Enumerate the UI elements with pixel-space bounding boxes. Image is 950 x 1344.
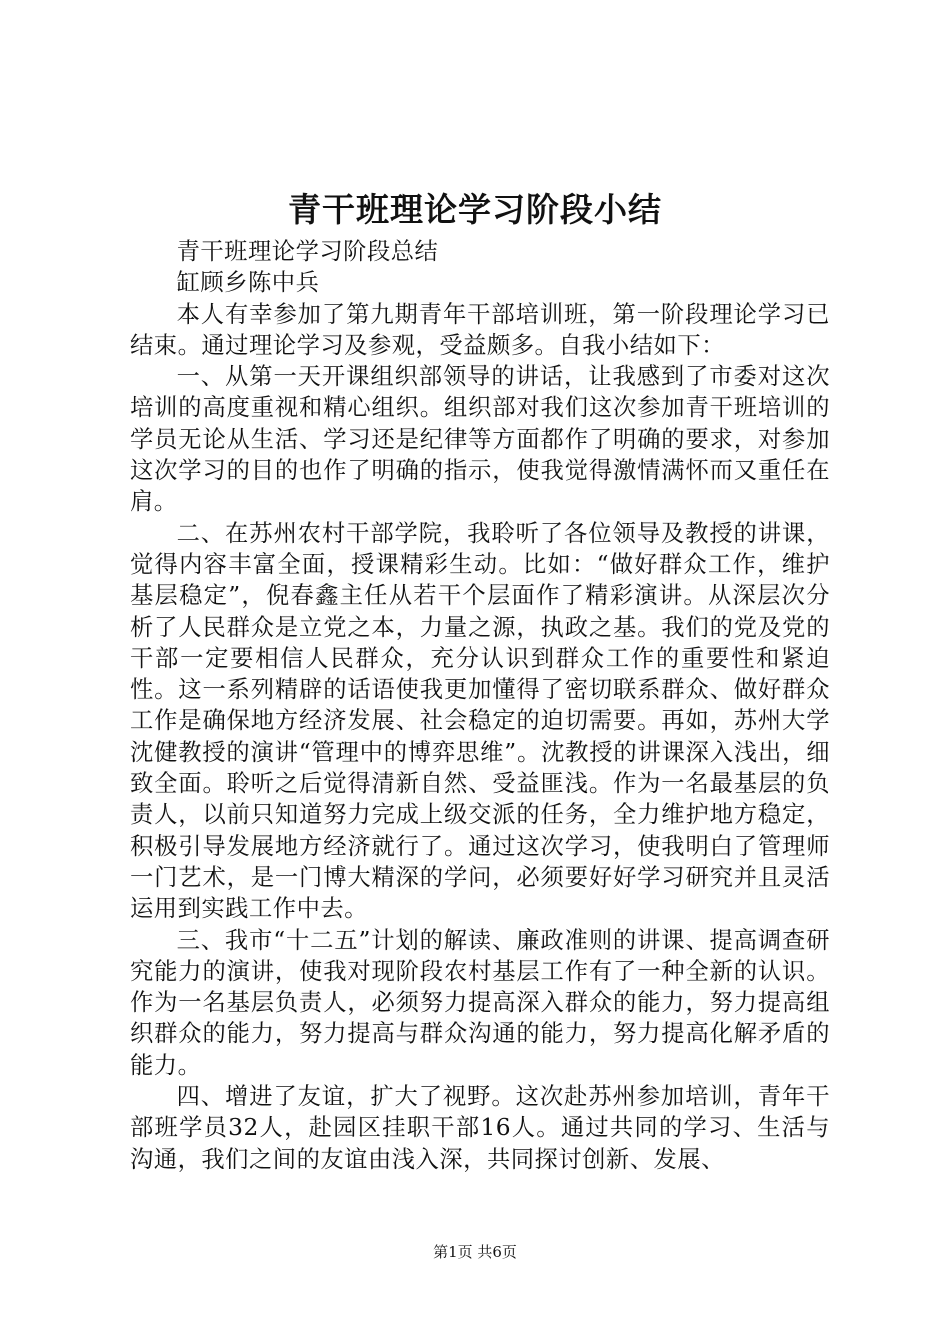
document-title: 青干班理论学习阶段小结 xyxy=(288,190,662,229)
section-two-paragraph: 二、在苏州农村干部学院，我聆听了各位领导及教授的讲课，觉得内容丰富全面，授课精彩生动。比如：“做好群众工作，维护基层稳定”，倪春鑫主任从若干个层面作了精彩演讲。从深层次分析了人民群众是立党之本，力量之源，执政之基。我们的党及党的干部一定要相信人民群众，充分认识到群众工作的重要性和紧迫性。这一系列精辟的话语使我更加懂得了密切联系群众、做好群众工作是确保地方经济发展、社会稳定的迫切需要。再如，苏州大学沈健教授的演讲“管理中的博弈思维”。沈教授的讲课深入浅出，细致全面。聆听之后觉得清新自然、受益匪浅。作为一名最基层的负责人，以前只知道努力完成上级交派的任务，全力维护地方稳定，积极引导发展地方经济就行了。通过这次学习，使我明白了管理师一门艺术，是一门博大精深的学问，必须要好好学习研究并且灵活运用到实践工作中去。 xyxy=(130,519,830,923)
intro-paragraph: 本人有幸参加了第九期青年干部培训班，第一阶段理论学习已结束。通过理论学习及参观，受益颇多。自我小结如下： xyxy=(130,300,830,359)
section-three-paragraph: 三、我市“十二五”计划的解读、廉政准则的讲课、提高调查研究能力的演讲，使我对现阶段农村基层工作有了一种全新的认识。作为一名基层负责人，必须努力提高深入群众的能力，努力提高组织群众的能力，努力提高与群众沟通的能力，努力提高化解矛盾的能力。 xyxy=(130,926,830,1079)
author-paragraph: 缸顾乡陈中兵 xyxy=(176,269,320,297)
subtitle-paragraph: 青干班理论学习阶段总结 xyxy=(176,238,439,265)
section-four-paragraph: 四、增进了友谊，扩大了视野。这次赴苏州参加培训，青年干部班学员32人，赴园区挂职干部16人。通过共同的学习、生活与沟通，我们之间的友谊由浅入深，共同探讨创新、发展、 xyxy=(130,1083,830,1173)
page-number-footer: 第1页 共6页 xyxy=(433,1243,517,1261)
document-body xyxy=(130,236,830,1175)
section-one-paragraph: 一、从第一天开课组织部领导的讲话，让我感到了市委对这次培训的高度重视和精心组织。组织部对我们这次参加青干班培训的学员无论从生活、学习还是纪律等方面都作了明确的要求，对参加这次学习的目的也作了明确的指示，使我觉得激情满怀而又重任在肩。 xyxy=(130,363,830,516)
